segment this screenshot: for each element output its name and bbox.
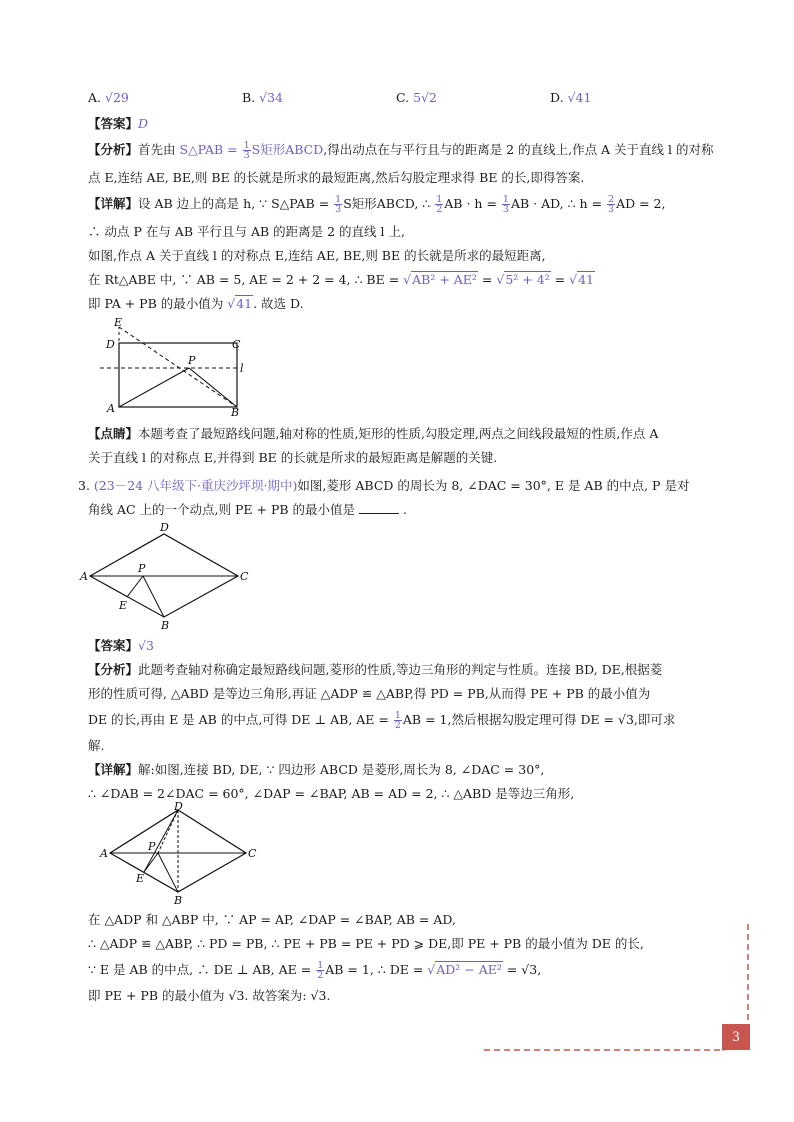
q3-detail-line-1: 【详解】解:如图,连接 BD, DE, ∵ 四边形 ABCD 是菱形,周长为 8, ∠DAC = 30°,	[88, 762, 545, 777]
label-p: P	[138, 562, 146, 575]
q2-detail-line-1: 【详解】设 AB 边上的高是 h, ∵ S△PAB = $\frac{1}{3}$ S矩形ABCD, ∴ $\frac{1}{2}$ AB · h = $\frac{1}{3}$ AB · AD, ∴ h = $\frac{2}{3}$ AD = 2,	[88, 194, 666, 215]
label-l: l	[240, 362, 244, 375]
label-d: D	[106, 338, 115, 351]
label-c: C	[248, 847, 257, 860]
q3-analysis-line-3: DE 的长,再由 E 是 AB 的中点,可得 DE ⊥ AB, AE = $\frac{1}{2}$ AB = 1,然后根据勾股定理可得 DE = √3,即可求	[88, 710, 676, 731]
label-a: A	[100, 847, 108, 860]
fraction: $\frac{1}{3}$	[243, 140, 250, 161]
segment-pe	[144, 853, 158, 872]
q2-detail-line-5: 即 PA + PB 的最小值为 √41. 故选 D.	[88, 296, 304, 311]
q3-rhombus-figure-2	[98, 802, 268, 906]
segment-eb	[119, 327, 237, 407]
q2-detail-line-3: 如图,作点 A 关于直线 l 的对称点 E,连结 AE, BE,则 BE 的长就是所求的最短距离,	[88, 248, 546, 263]
choice-c: C. 5√2	[396, 90, 437, 105]
q2-rectangle-figure	[100, 312, 260, 422]
segment-ap	[119, 368, 189, 407]
label-e: E	[114, 316, 123, 329]
page-corner-decoration	[480, 920, 760, 1060]
q3-answer: 【答案】√3	[88, 638, 154, 653]
label-b: B	[174, 894, 183, 906]
label-p: P	[188, 354, 196, 367]
label-e: E	[136, 872, 145, 885]
choice-d: D. √41	[550, 90, 592, 105]
q2-analysis-line-2: 点 E,连结 AE, BE,则 BE 的长就是所求的最短距离,然后勾股定理求得 BE 的长,即得答案.	[88, 170, 585, 185]
q3-analysis-line-4: 解.	[88, 738, 105, 753]
q2-analysis-line-1: 【分析】首先由 S△PAB = $\frac{1}{3}$ S矩形ABCD,得出动点在与平行且与的距离是 2 的直线上,作点 A 关于直线 l 的对称	[88, 140, 714, 161]
q2-detail-line-2: ∴ 动点 P 在与 AB 平行且与 AB 的距离是 2 的直线 l 上,	[88, 224, 405, 239]
q3-rhombus-figure	[78, 520, 258, 630]
label-c: C	[240, 570, 249, 583]
q2-comment-line-2: 关于直线 l 的对称点 E,并得到 BE 的长就是所求的最短距离是解题的关键.	[88, 450, 498, 465]
page-number: 3	[722, 1024, 750, 1050]
q2-answer: 【答案】D	[88, 116, 149, 131]
segment-pe	[127, 576, 143, 597]
label-a: A	[80, 570, 88, 583]
label-d: D	[174, 802, 183, 813]
label-d: D	[160, 521, 169, 534]
label-p: P	[148, 840, 156, 853]
label-b: B	[231, 406, 240, 419]
label-e: E	[119, 599, 128, 612]
q3-detail-line-6: 即 PE + PB 的最小值为 √3. 故答案为: √3.	[88, 988, 331, 1003]
label-a: A	[107, 402, 115, 415]
label-c: C	[232, 338, 241, 351]
segment-pb	[189, 368, 237, 407]
label-b: B	[161, 619, 170, 630]
q2-comment-line-1: 【点睛】本题考查了最短路线问题,轴对称的性质,矩形的性质,勾股定理,两点之间线段最短的性质,作点 A	[88, 426, 659, 441]
answer-blank	[359, 513, 399, 514]
q3-analysis-line-2: 形的性质可得, △ABD 是等边三角形,再证 △ADP ≌ △ABP,得 PD = PB,从而得 PE + PB 的最小值为	[88, 686, 651, 701]
q2-detail-line-4: 在 Rt△ABE 中, ∵ AB = 5, AE = 2 + 2 = 4, ∴ BE = √AB² + AE² = √5² + 4² = √41	[88, 272, 594, 287]
q3-detail-line-5: ∵ E 是 AB 的中点, ∴ DE ⊥ AB, AE = $\frac{1}{2}$ AB = 1, ∴ DE = √AD² − AE² = √3,	[88, 960, 542, 981]
q3-detail-line-3: 在 △ADP 和 △ABP 中, ∵ AP = AP, ∠DAP = ∠BAP, AB = AD,	[88, 912, 456, 927]
q3-analysis-line-1: 【分析】此题考查轴对称确定最短路线问题,菱形的性质,等边三角形的判定与性质。连接 BD, DE,根据菱	[88, 662, 663, 677]
q3-detail-line-2: ∴ ∠DAB = 2∠DAC = 60°, ∠DAP = ∠BAP, AB = AD = 2, ∴ △ABD 是等边三角形,	[88, 786, 575, 801]
choice-b: B. √34	[242, 90, 284, 105]
q3-detail-line-4: ∴ △ADP ≌ △ABP, ∴ PD = PB, ∴ PE + PB = PE + PD ⩾ DE,即 PE + PB 的最小值为 DE 的长,	[88, 936, 644, 951]
q3-stem-line-1: 3. (23－24 八年级下·重庆沙坪坝·期中)如图,菱形 ABCD 的周长为 8, ∠DAC = 30°, E 是 AB 的中点, P 是对	[78, 478, 690, 493]
choice-a: A. √29	[88, 90, 129, 105]
q3-stem-line-2: 角线 AC 上的一个动点,则 PE + PB 的最小值是 .	[88, 502, 407, 517]
